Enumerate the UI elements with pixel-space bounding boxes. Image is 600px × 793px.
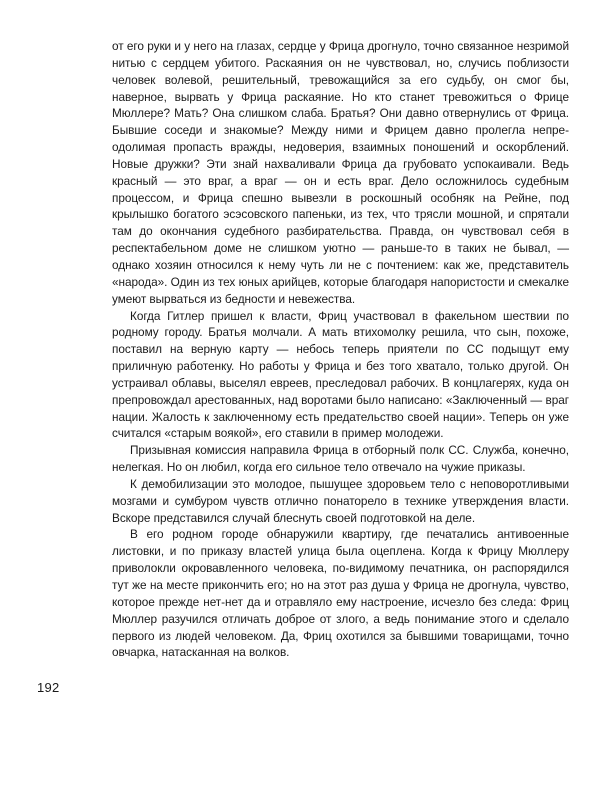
paragraph: К демобилизации это молодое, пышущее здоровьем тело с неповоротливыми мозгами и сумбуром чувств отлично понаторело в технике утверждения власти. Вскоре представился случай блеснуть своей подготовкой на деле. [112,476,569,525]
paragraph: В его родном городе обнаружили квартиру, где печатались антивоенные листовки, и по приказу властей улица была оцеплена. Когда к Фрицу Мюллеру приволокли окровавленного человека, по-видимому печатника, он распорядился тут же на месте прикончить его; но на этот раз душа у Фрица не дрогнула, чувство, которое прежде нет-нет да и отравляло ему настроение, исчезло без следа: Фриц Мюллер разучился отличать доброе от злого, а ведь понимание этого и сделало первого из людей человеком. Да, Фриц охотился за бывшими товарищами, точно овчарка, натасканная на волков. [112,527,569,660]
paragraph: Призывная комиссия направила Фрица в отборный полк СС. Служба, конечно, нелегкая. Но он любил, когда его сильное тело отвечало на чужие приказы. [112,443,569,475]
body-text [112,38,569,661]
page-number: 192 [37,680,60,695]
paragraph: от его руки и у него на глазах, сердце у Фрица дрогнуло, точно связанное незримой нитью с сердцем убитого. Раскаяния он не чувствовал, но, случись поблизости человек волевой, решительный, тревожащийся за его судьбу, он смог бы, наверное, вырвать у Фрица раскаяние. Но кто станет тревожиться о Фрице Мюллере? Мать? Она слишком слаба. Братья? Они давно отвернулись от Фрица. Бывшие соседи и знакомые? Между ними и Фрицем давно пролегла непреодолимая пропасть вражды, недоверия, взаимных поношений и оскорблений. Новые дружки? Эти знай нахваливали Фрица да грубовато успокаивали. Ведь красный — это враг, а враг — он и есть враг. Дело осложнилось судебным процессом, и Фрица спешно вывезли в роскошный особняк на Рейне, под крылышко богатого эсэсовского папеньки, из тех, что трясли мошной, и спрятали там до окончания судебного разбирательства. Правда, он чувствовал себя в респектабельном доме не слишком уютно — раньше-то в таких не бывал, — однако хозяин относился к нему чуть ли не с почтением: как же, представитель «народа». Один из тех юных арийцев, которые благодаря напористости и смекалке умеют вырваться из бедности и невежества. [112,39,569,306]
paragraph: Когда Гитлер пришел к власти, Фриц участвовал в факельном шествии по родному городу. Братья молчали. А мать втихомолку решила, что сын, похоже, поставил на верную карту — небось теперь приятели по СС подыщут ему приличную работенку. Но работы у Фрица и без того хватало, только другой. Он устраивал облавы, выселял евреев, преследовал рабочих. В концлагерях, куда он препровождал арестованных, над воротами было написано: «Заключенный — враг нации. Жалость к заключенному есть предательство своей нации». Теперь он уже считался «старым воякой», его ставили в пример молодежи. [112,308,569,441]
